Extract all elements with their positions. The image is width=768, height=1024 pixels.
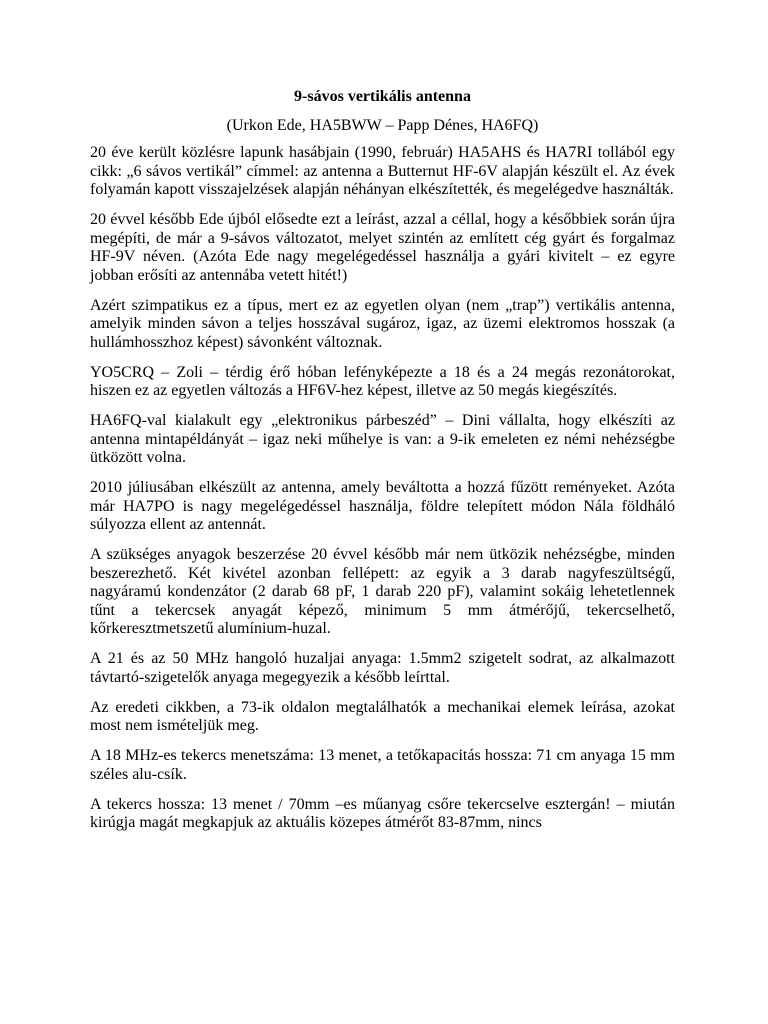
paragraph: Azért szimpatikus ez a típus, mert ez az egyetlen olyan (nem „trap”) vertikális antenna, amelyik minden sávon a teljes hosszával sugároz, igaz, az üzemi elektromos hosszak (a hullámhosszhoz képest) sávonként változnak. bbox=[90, 296, 675, 351]
paragraph: A tekercs hossza: 13 menet / 70mm –es műanyag csőre tekercselve esztergán! – miután kirúgja magát megkapjuk az aktuális közepes átmérőt 83-87mm, nincs bbox=[90, 795, 675, 831]
paragraph: A szükséges anyagok beszerzése 20 évvel később már nem ütközik nehézségbe, minden beszerezhető. Két kivétel azonban fellépett: az egyik a 3 darab nagyfeszültségű, nagyáramú kondenzátor (2 darab 68 pF, 1 darab 220 pF), valamint sokáig lehetetlennek tűnt a tekercsek anyagát képező, minimum 5 mm átmérőjű, tekercselhető, kőrkeresztmetszetű alumínium-huzal. bbox=[90, 546, 675, 637]
paragraph: YO5CRQ – Zoli – térdig érő hóban lefényképezte a 18 és a 24 megás rezonátorokat, hiszen ez az egyetlen változás a HF6V-hez képest, illetve az 50 megás kiegészítés. bbox=[90, 363, 675, 399]
paragraph: 20 évvel később Ede újból elősedte ezt a leírást, azzal a céllal, hogy a későbbiek során újra megépíti, de már a 9-sávos változatot, melyet szintén az említett cég gyárt és forgalmaz HF-9V néven. (Azóta Ede nagy megelégedéssel használja a gyári kivitelt – ez egyre jobban erősíti az antennába vetett hitét!) bbox=[90, 211, 675, 284]
document-page bbox=[90, 88, 675, 844]
paragraph: A 21 és az 50 MHz hangoló huzaljai anyaga: 1.5mm2 szigetelt sodrat, az alkalmazott távtartó-szigetelők anyaga megegyezik a később leírttal. bbox=[90, 650, 675, 686]
paragraph: HA6FQ-val kialakult egy „elektronikus párbeszéd” – Dini vállalta, hogy elkészíti az antenna mintapéldányát – igaz neki műhelye is van: a 9-ik emeleten ez némi nehézségbe ütközött volna. bbox=[90, 412, 675, 466]
paragraph: A 18 MHz-es tekercs menetszáma: 13 menet, a tetőkapacitás hossza: 71 cm anyaga 15 mm széles alu-csík. bbox=[90, 747, 675, 783]
paragraph: 2010 júliusában elkészült az antenna, amely beváltotta a hozzá fűzött reményeket. Azóta már HA7PO is nagy megelégedéssel használja, földre telepített módon Nála földháló súlyozza ellent az antennát. bbox=[90, 479, 675, 533]
document-title: 9-sávos vertikális antenna bbox=[294, 88, 471, 105]
paragraph: Az eredeti cikkben, a 73-ik oldalon megtalálhatók a mechanikai elemek leírása, azokat most nem ismételjük meg. bbox=[90, 698, 675, 734]
paragraph: 20 éve került közlésre lapunk hasábjain (1990, február) HA5AHS és HA7RI tollából egy cikk: „6 sávos vertikál” címmel: az antenna a Butternut HF-6V alapján készült el. Az évek folyamán kapott visszajelzések alapján néhányan elkészítették, és megelégedve használták. bbox=[90, 144, 675, 198]
document-authors: (Urkon Ede, HA5BWW – Papp Dénes, HA6FQ) bbox=[226, 116, 539, 134]
